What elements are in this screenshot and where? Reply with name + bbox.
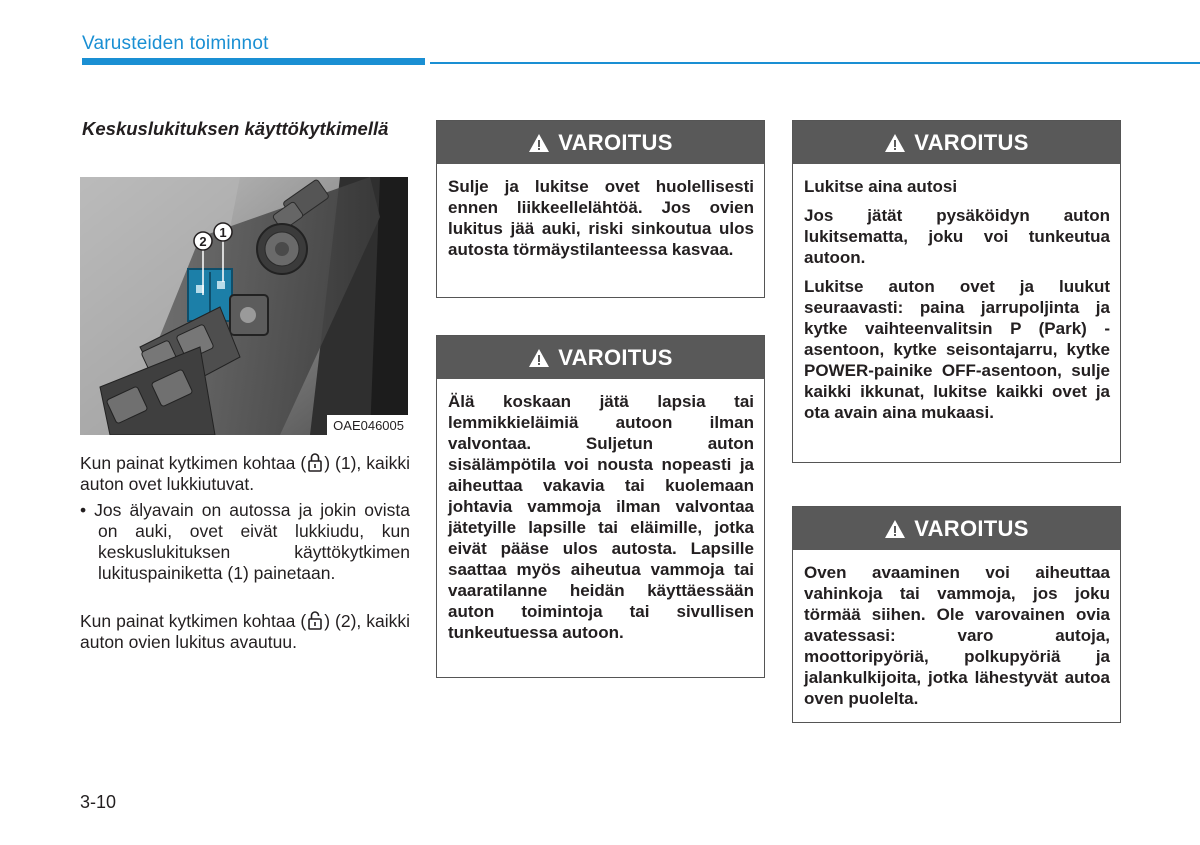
callout-1: 1	[219, 225, 227, 240]
warning-text: Lukitse auton ovet ja luukut seuraavasti: paina jarrupoljinta ja kytke vaihteenvalitsin P (Park) -asentoon, kytke seisontajarru, kytke POWER-painike OFF-asentoon, sulje kaikki ikkunat, lukitse kaikki ovet ja ota avain aina mukaasi.	[804, 277, 1110, 422]
warning-text: Jos jätät pysäköidyn auton lukitsematta, joku voi tunkeutua autoon.	[804, 206, 1110, 267]
warning-triangle-icon	[884, 133, 906, 153]
header-rule-thick	[82, 58, 425, 65]
warning-text: Älä koskaan jätä lapsia tai lemmikkieläimiä autoon ilman valvontaa. Suljetun auton sisälämpötila voi nousta nopeasti ja aiheuttaa vakavia tai kuolemaan johtavia vammoja ilman valvontaa jätetyille lapsille tai eläimille, jotka eivät pääse ulos autosta. Lapsille saattaa myös aiheutua vammoja tai vaaratilanne heidän käyttäessään auton toimintoja tai sivullisen tunkeutuessa autoon.	[448, 392, 754, 642]
warning-header	[793, 121, 1120, 164]
warning-title: VAROITUS	[558, 344, 673, 370]
header-rule-thin	[430, 62, 1200, 64]
section-title: Keskuslukituksen käyttökytkimellä	[82, 118, 389, 139]
door-panel-illustration	[80, 177, 408, 435]
callout-2: 2	[199, 234, 207, 249]
figure-code: OAE046005	[327, 415, 408, 435]
warning-text: Oven avaaminen voi aiheuttaa vahinkoja tai vammoja, jos joku törmää siihen. Ole varovainen ovia avatessasi: varo autoja, moottoripyöriä, polkupyöriä ja jalankulkijoita, jotka lähestyvät autoa oven puolelta.	[804, 563, 1110, 708]
warning-title: VAROITUS	[914, 515, 1029, 541]
lock-closed-icon	[307, 452, 323, 472]
warning-header	[437, 336, 764, 379]
warning-body	[437, 164, 764, 270]
warning-triangle-icon	[528, 133, 550, 153]
lock-open-icon	[307, 610, 323, 630]
warning-title: VAROITUS	[558, 129, 673, 155]
paragraph-lock-after: ) (1), kaikki auton ovet lukkiutuvat.	[80, 453, 410, 494]
door-switch-figure	[80, 177, 408, 435]
warning-text: Sulje ja lukitse ovet huolellisesti ennen liikkeellelähtöä. Jos ovien lukitus jää auki, riski sinkoutua ulos autosta törmäystilanteessa kasvaa.	[448, 177, 754, 259]
warning-title: VAROITUS	[914, 129, 1029, 155]
chapter-title: Varusteiden toiminnot	[82, 33, 269, 54]
paragraph-lock	[80, 452, 410, 495]
warning-body	[793, 550, 1120, 719]
warning-text: Lukitse aina autosi	[804, 177, 958, 196]
warning-triangle-icon	[528, 348, 550, 368]
paragraph-unlock-after: ) (2), kaikki auton ovien lukitus avautuu.	[80, 611, 410, 652]
warning-header	[437, 121, 764, 164]
warning-box-4	[792, 506, 1121, 723]
bullet-note: • Jos älyavain on autossa ja jokin ovista on auki, ovet eivät lukkiudu, kun keskuslukituksen käyttökytkimen lukituspainiketta (1) painetaan.	[80, 500, 410, 583]
paragraph-unlock-before: Kun painat kytkimen kohtaa (	[80, 611, 307, 631]
warning-body	[437, 379, 764, 653]
warning-box-2	[436, 335, 765, 678]
paragraph-unlock	[80, 610, 410, 653]
warning-header	[793, 507, 1120, 550]
warning-box-1	[436, 120, 765, 298]
warning-box-3	[792, 120, 1121, 463]
paragraph-lock-before: Kun painat kytkimen kohtaa (	[80, 453, 307, 473]
warning-triangle-icon	[884, 519, 906, 539]
page-number: 3-10	[80, 792, 117, 812]
warning-body	[793, 164, 1120, 433]
